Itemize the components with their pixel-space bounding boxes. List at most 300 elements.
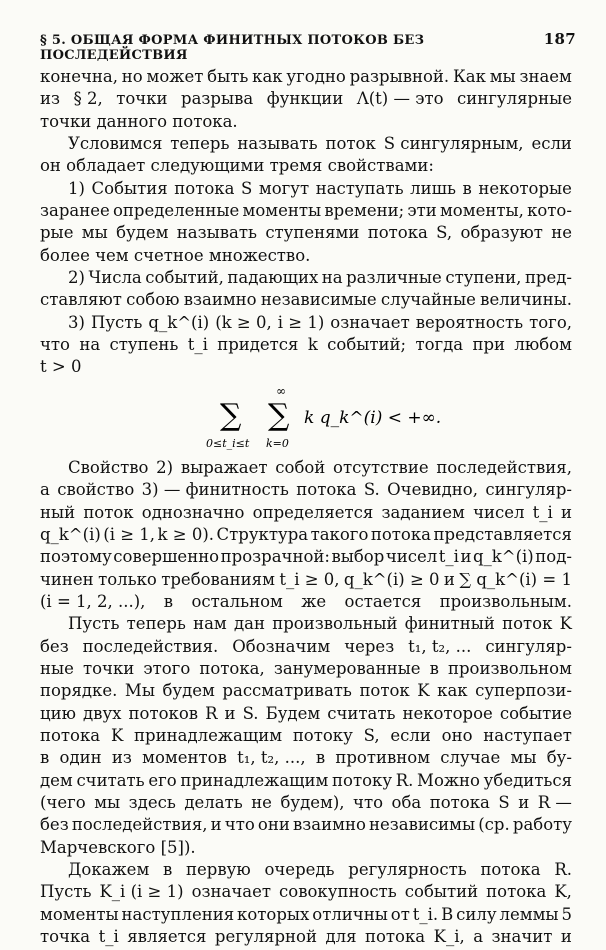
word: точки данного потока. <box>40 111 238 131</box>
word: означает <box>330 312 410 332</box>
word: R — <box>537 792 572 812</box>
text-line <box>40 636 572 658</box>
text-line <box>40 680 572 702</box>
word: K, <box>554 882 572 902</box>
word: t₁, t₂, ..., <box>237 748 306 768</box>
word: в <box>429 658 439 678</box>
text-line <box>40 289 572 311</box>
word: которых <box>237 904 310 924</box>
word: значит <box>491 927 553 947</box>
word: в <box>40 748 50 768</box>
word: он обладает следующими тремя свойствами: <box>40 156 434 176</box>
word: разрывной. <box>349 67 450 86</box>
word: поток <box>502 614 553 634</box>
display-formula <box>40 379 572 457</box>
word: ступени, <box>445 268 522 288</box>
text-line <box>40 747 572 769</box>
word: если <box>531 134 572 154</box>
word: (k ≥ 0, <box>215 312 272 332</box>
word: поток <box>325 134 376 154</box>
word: наступления <box>121 904 235 924</box>
word: любом <box>514 335 572 355</box>
text-line <box>40 591 572 613</box>
word: t_i <box>187 335 208 355</box>
word: q_k^(i) <box>472 547 534 567</box>
word: мы <box>94 792 121 812</box>
word: на <box>79 335 101 355</box>
word: мы <box>510 748 537 768</box>
word: представляется <box>433 524 572 544</box>
word: а <box>40 480 50 500</box>
word: пред- <box>524 268 572 288</box>
word: q_k^(i) <box>40 524 101 544</box>
word: поток <box>359 681 410 701</box>
word: (i = 1, 2, ...), <box>40 591 146 611</box>
word: более чем счетное множество. <box>40 245 311 265</box>
text-line <box>40 457 572 479</box>
word: Можно <box>417 770 480 790</box>
word: (ср. <box>478 815 510 835</box>
body-text <box>40 66 572 948</box>
word: совокупность <box>279 882 397 902</box>
word: 3) — финитность <box>141 480 289 500</box>
word: рассматривать <box>222 681 352 701</box>
word: S <box>241 178 253 198</box>
word: свойство <box>57 480 135 500</box>
word: Очевидно, <box>387 480 478 500</box>
word: в <box>163 591 174 611</box>
word: при <box>472 335 506 355</box>
word: бу- <box>546 748 572 768</box>
word: чисел <box>473 502 525 522</box>
text-line <box>40 222 572 244</box>
word: различные <box>346 268 442 288</box>
word: потока <box>296 480 357 500</box>
word: сингуляр- <box>485 636 572 656</box>
word: вероятность <box>415 312 524 332</box>
word: совершенно <box>113 547 220 567</box>
word: точки <box>83 658 135 678</box>
word: очередь <box>264 860 335 879</box>
word: § 2, <box>73 89 103 109</box>
word: выражает <box>180 457 268 477</box>
word: теперь <box>170 134 230 154</box>
word: S. <box>363 480 380 500</box>
word: оно <box>441 725 473 745</box>
word: под- <box>535 547 572 567</box>
word: независимые <box>260 290 377 310</box>
text-line <box>40 926 572 948</box>
word: t_i <box>532 502 553 522</box>
word: убедиться <box>483 770 572 790</box>
word: случае <box>440 748 501 768</box>
text-line <box>40 133 572 155</box>
word: q_k^(i) <box>148 312 210 332</box>
text-line <box>40 524 572 546</box>
word: точка <box>40 927 91 947</box>
word: произвольном <box>447 658 572 678</box>
word: Докажем <box>68 860 150 879</box>
word: как <box>252 67 283 86</box>
word: занумерованные <box>273 658 421 678</box>
word: случайные <box>380 290 476 310</box>
word: регулярность <box>348 860 467 879</box>
word: конечна, <box>40 67 118 86</box>
word: является <box>127 927 207 947</box>
word: потоку <box>292 725 353 745</box>
word: один <box>59 748 102 768</box>
word: знаем <box>519 67 572 86</box>
word: требованиям <box>161 569 275 589</box>
word: точки <box>116 89 168 109</box>
word: 5 <box>561 904 572 924</box>
word: 3) <box>68 312 85 332</box>
word: событий, <box>145 268 224 288</box>
word: произвольный <box>272 614 398 634</box>
word: моменты, <box>439 201 524 221</box>
word: двух <box>83 703 122 723</box>
word: для <box>325 927 357 947</box>
word: нам <box>193 614 227 634</box>
text-line <box>40 904 572 926</box>
word: на <box>321 268 343 288</box>
word: первую <box>186 860 251 879</box>
word: Марчевского [5]). <box>40 837 196 857</box>
text-line <box>40 658 572 680</box>
word: последействия. <box>82 636 219 656</box>
word: потока <box>364 927 426 947</box>
word: Условимся <box>68 134 163 154</box>
word: считать <box>327 703 396 723</box>
word: потока <box>370 524 432 544</box>
word: что <box>40 335 70 355</box>
word: ступень <box>109 335 179 355</box>
word: заранее <box>40 201 110 221</box>
sum2-upper: ∞ <box>276 383 286 398</box>
word: произвольным. <box>439 591 572 611</box>
word: мы <box>489 67 516 86</box>
word: эти <box>407 201 437 221</box>
word: рые <box>40 223 74 243</box>
word: последействия, <box>436 457 572 477</box>
word: событий <box>404 882 479 902</box>
word: такого <box>310 524 369 544</box>
text-line <box>40 155 572 177</box>
word: чисел <box>385 547 438 567</box>
sum-sign-2: ∑ <box>268 397 290 433</box>
word: потока <box>174 178 235 198</box>
sum-sign-1: ∑ <box>220 397 242 433</box>
word: Пусть <box>68 614 120 634</box>
word: регулярной <box>214 927 317 947</box>
text-line <box>40 613 572 635</box>
word: событие <box>499 703 572 723</box>
text-line <box>40 502 572 524</box>
word: определенные <box>112 201 240 221</box>
text-line <box>40 546 572 568</box>
word: q_k^(i) ≥ 0 <box>343 569 440 589</box>
word: событий; <box>327 335 407 355</box>
word: K <box>559 614 572 634</box>
word: S <box>498 792 510 812</box>
word: функции <box>266 89 344 109</box>
word: t_i <box>438 547 459 567</box>
word: без <box>40 815 69 835</box>
text-line <box>40 267 572 289</box>
word: и <box>210 815 222 835</box>
word: кото- <box>527 201 572 221</box>
text-line <box>40 837 572 859</box>
word: быть <box>207 67 249 86</box>
word: Будем <box>265 703 321 723</box>
word: как <box>437 681 468 701</box>
word: будем), <box>280 792 345 812</box>
word: принадлежащим <box>180 770 329 790</box>
word: ный <box>40 502 76 522</box>
formula-term: k q_k^(i) < +∞. <box>304 407 442 428</box>
word: из <box>111 748 132 768</box>
word: независимы <box>369 815 476 835</box>
word: i ≥ 1) <box>277 312 325 332</box>
word: цию <box>40 703 76 723</box>
word: могут <box>258 178 310 198</box>
word: дем <box>40 770 73 790</box>
text-line <box>40 66 572 88</box>
word: Пусть <box>40 882 92 902</box>
word: События <box>91 178 168 198</box>
word: этого <box>143 658 191 678</box>
word: и <box>460 547 472 567</box>
word: разрыва <box>181 89 254 109</box>
word: некоторое <box>402 703 493 723</box>
word: ступенями <box>265 223 360 243</box>
section-title: § 5. ОБЩАЯ ФОРМА ФИНИТНЫХ ПОТОКОВ БЕЗ ПОСЛЕДЕЙСТВИЯ <box>40 33 425 63</box>
word: называть <box>237 134 318 154</box>
word: собою <box>126 290 180 310</box>
word: но <box>121 67 143 86</box>
word: последействия, <box>71 815 208 835</box>
word: K_i, <box>433 927 465 947</box>
word: остается <box>344 591 422 611</box>
word: лишь <box>410 178 456 198</box>
word: взаимно <box>292 815 366 835</box>
word: некоторые <box>478 178 572 198</box>
word: определяется <box>252 502 374 522</box>
word: потока <box>486 882 547 902</box>
text-line <box>40 725 572 747</box>
word: S, <box>363 725 380 745</box>
word: моменты <box>242 201 322 221</box>
word: Как <box>452 67 486 86</box>
word: R. <box>395 770 414 790</box>
word: t_i. <box>412 904 439 924</box>
word: сингулярные <box>457 89 572 109</box>
word: не <box>251 792 272 812</box>
word: только <box>98 569 157 589</box>
word: порядке. <box>40 681 118 701</box>
word: потока <box>480 860 541 879</box>
word: в <box>315 748 326 768</box>
word: они <box>257 815 290 835</box>
word: моменты <box>40 904 119 924</box>
word: S сингулярным, <box>383 134 524 154</box>
word: падающих <box>227 268 319 288</box>
word: наступает <box>483 725 572 745</box>
word: образуют <box>460 223 543 243</box>
word: силу <box>456 904 497 924</box>
word: моментов <box>142 748 227 768</box>
word: оба <box>391 792 422 812</box>
word: же <box>301 591 327 611</box>
text-line <box>40 356 572 378</box>
word: чинен <box>40 569 94 589</box>
word: t_i ≥ 0, <box>279 569 340 589</box>
word: называть <box>176 223 257 243</box>
word: взаимно <box>183 290 257 310</box>
word: прозрачной: <box>220 547 330 567</box>
word: делать <box>184 792 243 812</box>
word: означает <box>191 882 271 902</box>
word: теперь <box>126 614 186 634</box>
text-line <box>40 814 572 836</box>
text-line <box>40 178 572 200</box>
word: Λ(t) — это <box>356 89 444 109</box>
word: S. <box>242 703 259 723</box>
word: времени; <box>324 201 405 221</box>
text-line <box>40 312 572 334</box>
word: ставляют <box>40 290 122 310</box>
word: без <box>40 636 69 656</box>
word: и <box>443 569 455 589</box>
word: потока, <box>199 658 265 678</box>
text-line <box>40 200 572 222</box>
word: угодно <box>286 67 346 86</box>
word: и <box>224 703 236 723</box>
word: Мы <box>124 681 155 701</box>
word: t_i <box>98 927 119 947</box>
word: будем <box>162 681 215 701</box>
word: (чего <box>40 792 86 812</box>
word: Числа <box>88 268 142 288</box>
word: тогда <box>415 335 464 355</box>
word: 2) <box>156 457 174 477</box>
word: и <box>560 927 572 947</box>
word: через <box>344 636 395 656</box>
word: потока <box>40 725 101 745</box>
word: будем <box>116 223 169 243</box>
word: считать <box>76 770 145 790</box>
word: потоков <box>128 703 199 723</box>
text-line <box>40 859 572 881</box>
text-line <box>40 479 572 501</box>
word: k <box>307 335 318 355</box>
word: в <box>163 860 173 879</box>
page-number: 187 <box>543 30 576 48</box>
word: если <box>390 725 431 745</box>
text-line <box>40 792 572 814</box>
word: противном <box>335 748 431 768</box>
sum2-lower: k=0 <box>266 436 289 450</box>
sum1-lower: 0≤t_i≤t <box>206 436 250 450</box>
word: потока <box>367 223 428 243</box>
running-header <box>40 30 576 63</box>
word: 2) <box>68 268 85 288</box>
word: его <box>148 770 177 790</box>
word: не <box>551 223 572 243</box>
word: Свойство <box>68 457 149 477</box>
word: K <box>417 681 430 701</box>
word: R. <box>554 860 572 879</box>
word: может <box>146 67 204 86</box>
text-line <box>40 881 572 903</box>
word: В <box>441 904 454 924</box>
text-line <box>40 703 572 725</box>
word: Обозначим <box>232 636 331 656</box>
word: ные <box>40 658 74 678</box>
word: потоку <box>332 770 393 790</box>
word: мы <box>81 223 108 243</box>
word: выбор <box>331 547 385 567</box>
word: потока <box>429 792 490 812</box>
word: однозначно <box>141 502 245 522</box>
formula-svg <box>40 379 572 457</box>
word: t > 0 <box>40 357 82 377</box>
word: поэтому <box>40 547 112 567</box>
word: K_i (i ≥ 1) <box>99 882 184 902</box>
word: k ≥ 0). <box>157 524 215 544</box>
word: 1) <box>68 178 85 198</box>
word: остальном <box>191 591 283 611</box>
word: отсутствие <box>333 457 429 477</box>
text-line <box>40 770 572 792</box>
word: Пусть <box>90 312 143 332</box>
text-line <box>40 111 572 133</box>
word: заданием <box>381 502 465 522</box>
word: поток <box>83 502 134 522</box>
word: величины. <box>480 290 572 310</box>
word: леммы <box>499 904 559 924</box>
word: и <box>561 502 572 522</box>
word: что <box>353 792 384 812</box>
text-line <box>40 334 572 356</box>
word: в <box>462 178 472 198</box>
word: того, <box>529 312 572 332</box>
word: здесь <box>128 792 176 812</box>
word: что <box>224 815 255 835</box>
word: (i ≥ 1, <box>103 524 156 544</box>
word: принадлежащим <box>134 725 283 745</box>
word: придется <box>217 335 299 355</box>
word: финитный <box>404 614 495 634</box>
word: собой <box>275 457 326 477</box>
word: а <box>473 927 484 947</box>
word: наступать <box>315 178 404 198</box>
text-line <box>40 88 572 110</box>
text-line <box>40 569 572 591</box>
word: S, <box>436 223 453 243</box>
word: суперпози- <box>475 681 572 701</box>
word: дан <box>233 614 265 634</box>
word: R <box>205 703 218 723</box>
word: и <box>518 792 530 812</box>
word: из <box>40 89 60 109</box>
word: отличны <box>312 904 388 924</box>
word: сингуляр- <box>485 480 572 500</box>
word: ∑ q_k^(i) = 1 <box>459 569 572 589</box>
word: t₁, t₂, ... <box>408 636 472 656</box>
word: K <box>110 725 124 745</box>
text-line <box>40 245 572 267</box>
